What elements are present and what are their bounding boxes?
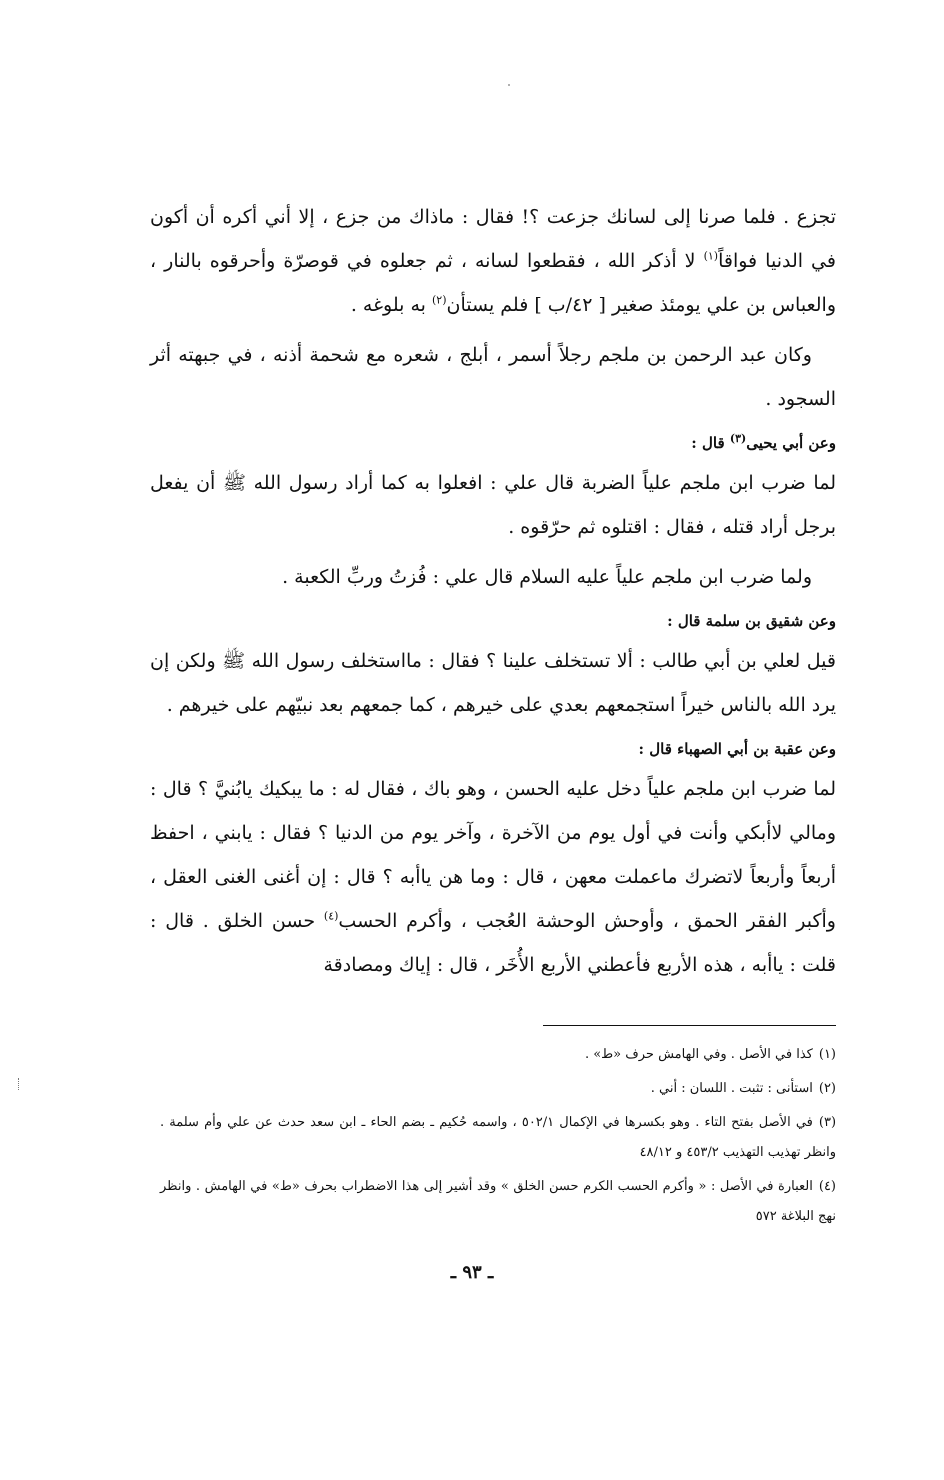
footnote-ref-1: (١) [703,249,719,263]
narration-heading-1 [150,427,836,459]
footnote-4-text: العبارة في الأصل : « وأكرم الحسب الكرم حسن الخلق » وقد أشير إلى هذا الاضطراب بحرف «ط» في الهامش . وانظر نهج البلاغة ٥٧٢ [160,1179,836,1224]
paragraph-1 [150,195,836,327]
footnote-divider [543,1025,836,1026]
paragraph-5: قيل لعلي بن أبي طالب : ألا تستخلف علينا ؟ فقال : مااستخلف رسول الله ﷺ ولكن إن يرد الله بالناس خيراً استجمعهم بعدي على خيرهم ، كما جمعهم بعد نبيّهم على خيرهم . [150,650,836,716]
footnote-2-text: استأنى : تثبت . اللسان : أني . [650,1081,813,1096]
footnote-3-text: في الأصل بفتح التاء . وهو بكسرها في الإكمال ٥٠٢/١ ، واسمه حُكيم ـ بضم الحاء ـ ابن سعد حدث عن علي وأم سلمة . وانظر تهذيب التهذيب ٤٥٣/٢ و ٤٨/١٢ [160,1115,836,1160]
paragraph-2: وكان عبد الرحمن بن ملجم رجلاً أسمر ، أبلج ، شعره مع شحمة أذنه ، في جبهته أثر السجود . [150,344,836,410]
paragraph-3: لما ضرب ابن ملجم علياً الضربة قال علي : افعلوا به كما أراد رسول الله ﷺ أن يفعل برجل أراد قتله ، فقال : اقتلوه ثم حرّقوه . [150,472,836,538]
narration-heading-1-tail: قال : [691,434,730,452]
footnote-4 [160,1172,836,1232]
footnote-4-number: (٤) [818,1179,836,1194]
paragraph-1-part-b: لا أذكر الله ، فقطعوا لسانه ، ثم جعلوه في قوصرّة وأحرقوه بالنار ، والعباس بن علي يومئذ صغير [ ٤٢/ب ] فلم يستأن [150,250,836,316]
paragraph-1-part-a: تجزع . فلما صرنا إلى لسانك جزعت ؟! فقال : ماذاك من جزع ، إلا أني أكره أن أكون في الدنيا فواقاً [150,206,836,272]
narration-heading-2: وعن شقيق بن سلمة قال : [667,612,836,630]
footnote-ref-4: (٤) [323,909,339,923]
paragraph-6-part-b: حسن الخلق . قال : قلت : ياأبه ، هذه الأربع فأعطني الأربع الأُخَر ، قال : إياك ومصادقة [150,910,836,976]
paragraph-6-part-a: لما ضرب ابن ملجم علياً دخل عليه الحسن ، وهو باك ، فقال له : ما يبكيك يابُنيَّ ؟ قال : ومالي لاأبكي وأنت في أول يوم من الآخرة ، وآخر يوم من الدنيا ؟ فقال : يابني ، احفظ أربعاً وأربعاً لاتضرك ماعملت معهن ، قال : وما هن ياأبه ؟ قال : إن أغنى الغنى العقل ، وأكبر الفقر الحمق ، وأوحش الوحشة العُجب ، وأكرم الحسب [150,778,836,932]
scan-speck [508,84,510,86]
footnote-1-number: (١) [818,1047,836,1062]
footnote-3-number: (٣) [818,1115,837,1130]
paragraph-4: ولما ضرب ابن ملجم علياً عليه السلام قال علي : فُزتُ وربِّ الكعبة . [282,566,812,588]
paragraph-6 [150,767,836,987]
scan-margin-mark [18,1078,21,1090]
narration-heading-3: وعن عقبة بن أبي الصهباء قال : [638,740,836,758]
main-text [150,195,836,993]
paragraph-1-part-c: به بلوغه . [350,294,432,316]
footnote-ref-3: (٣) [729,432,747,445]
footnotes [160,1040,836,1236]
footnote-2 [160,1074,836,1104]
footnote-2-number: (٢) [818,1081,836,1096]
footnote-3 [160,1108,836,1168]
footnote-ref-2: (٢) [432,293,447,307]
footnote-1 [160,1040,836,1070]
footnote-1-text: كذا في الأصل . وفي الهامش حرف «ط» . [584,1047,813,1062]
page-number: ـ ٩٣ ـ [450,1262,494,1283]
narration-heading-1-text: وعن أبي يحيى [746,434,836,452]
